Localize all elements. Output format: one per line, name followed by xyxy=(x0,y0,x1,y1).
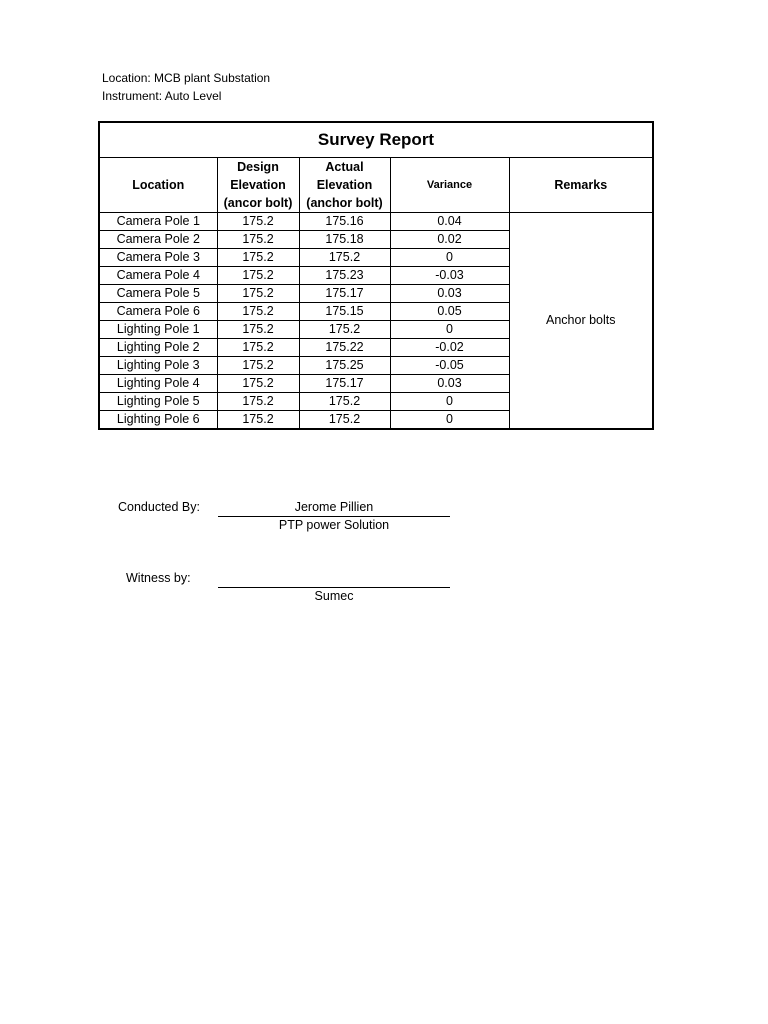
report-body xyxy=(99,213,653,430)
cell-design: 175.2 xyxy=(217,213,299,231)
cell-variance: -0.05 xyxy=(390,357,509,375)
cell-design: 175.2 xyxy=(217,285,299,303)
cell-location: Lighting Pole 2 xyxy=(99,339,217,357)
cell-location: Camera Pole 5 xyxy=(99,285,217,303)
conducted-by-label: Conducted By: xyxy=(118,500,200,514)
cell-variance: 0.03 xyxy=(390,375,509,393)
cell-variance: 0.03 xyxy=(390,285,509,303)
cell-variance: 0.05 xyxy=(390,303,509,321)
cell-variance: 0.02 xyxy=(390,231,509,249)
remarks-cell: Anchor bolts xyxy=(509,213,653,430)
cell-design: 175.2 xyxy=(217,411,299,430)
cell-variance: 0 xyxy=(390,393,509,411)
cell-design: 175.2 xyxy=(217,303,299,321)
cell-actual: 175.2 xyxy=(299,321,390,339)
conducted-by-organization: PTP power Solution xyxy=(278,518,390,532)
cell-design: 175.2 xyxy=(217,249,299,267)
cell-actual: 175.17 xyxy=(299,375,390,393)
conducted-by-name: Jerome Pillien xyxy=(294,500,374,514)
column-header-variance: Variance xyxy=(390,158,509,213)
cell-variance: 0 xyxy=(390,321,509,339)
location-line: Location: MCB plant Substation xyxy=(102,71,271,85)
witness-by-label: Witness by: xyxy=(126,571,191,585)
cell-location: Camera Pole 2 xyxy=(99,231,217,249)
cell-design: 175.2 xyxy=(217,321,299,339)
cell-location: Camera Pole 3 xyxy=(99,249,217,267)
cell-location: Lighting Pole 1 xyxy=(99,321,217,339)
cell-variance: 0 xyxy=(390,249,509,267)
cell-location: Camera Pole 6 xyxy=(99,303,217,321)
column-header-design-elevation: Design Elevation (ancor bolt) xyxy=(217,158,299,213)
cell-variance: -0.02 xyxy=(390,339,509,357)
cell-location: Camera Pole 4 xyxy=(99,267,217,285)
cell-location: Lighting Pole 4 xyxy=(99,375,217,393)
cell-variance: 0 xyxy=(390,411,509,430)
cell-design: 175.2 xyxy=(217,339,299,357)
cell-design: 175.2 xyxy=(217,357,299,375)
table-row xyxy=(99,213,653,231)
survey-report-table xyxy=(98,121,654,430)
report-title: Survey Report xyxy=(99,122,653,158)
cell-variance: 0.04 xyxy=(390,213,509,231)
cell-design: 175.2 xyxy=(217,393,299,411)
cell-actual: 175.15 xyxy=(299,303,390,321)
cell-location: Lighting Pole 3 xyxy=(99,357,217,375)
witness-organization: Sumec xyxy=(314,589,354,603)
cell-design: 175.2 xyxy=(217,375,299,393)
cell-actual: 175.2 xyxy=(299,411,390,430)
cell-actual: 175.25 xyxy=(299,357,390,375)
cell-location: Camera Pole 1 xyxy=(99,213,217,231)
cell-location: Lighting Pole 5 xyxy=(99,393,217,411)
cell-design: 175.2 xyxy=(217,231,299,249)
cell-variance: -0.03 xyxy=(390,267,509,285)
cell-actual: 175.18 xyxy=(299,231,390,249)
column-header-location: Location xyxy=(99,158,217,213)
cell-design: 175.2 xyxy=(217,267,299,285)
cell-actual: 175.17 xyxy=(299,285,390,303)
cell-actual: 175.23 xyxy=(299,267,390,285)
cell-location: Lighting Pole 6 xyxy=(99,411,217,430)
cell-actual: 175.2 xyxy=(299,249,390,267)
instrument-line: Instrument: Auto Level xyxy=(102,89,222,103)
cell-actual: 175.16 xyxy=(299,213,390,231)
witness-signature-line xyxy=(218,587,450,588)
cell-actual: 175.2 xyxy=(299,393,390,411)
conducted-signature-line xyxy=(218,516,450,517)
cell-actual: 175.22 xyxy=(299,339,390,357)
column-header-actual-elevation: Actual Elevation (anchor bolt) xyxy=(299,158,390,213)
column-header-remarks: Remarks xyxy=(509,158,653,213)
